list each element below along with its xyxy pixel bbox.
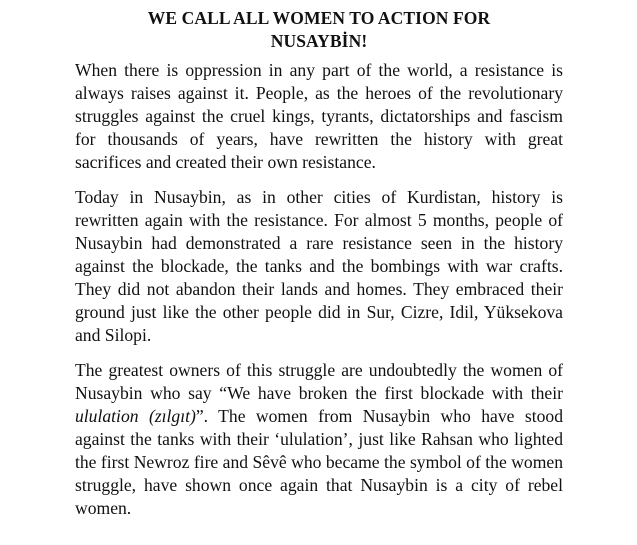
title-line-2: NUSAYBİN!: [270, 31, 368, 51]
paragraph-1: When there is oppression in any part of the world, a resistance is always raises against it. People, as the heroes of the revolutionary struggles against the cruel kings, tyrants, dictatorships and fascism for thousands of years, have rewritten the history with great sacrifices and created their own resistance.: [75, 60, 563, 172]
paragraph-3: [75, 359, 563, 520]
paragraph-2: Today in Nusaybin, as in other cities of Kurdistan, history is rewritten again with the resistance. For almost 5 months, people of Nusaybin had demonstrated a rare resistance seen in the history against the blockade, the tanks and the bombings with war crafts. They did not abandon their lands and homes. They embraced their ground just like the other people did in Sur, Cizre, Idil, Yüksekova and Silopi.: [75, 187, 563, 345]
paragraph-3-text-before: The greatest owners of this struggle are undoubtedly the women of Nusaybin who say “We have broken the first blockade with their: [75, 360, 563, 403]
paragraph-3-emphasis: ululation (zılgıt): [75, 406, 196, 426]
document-page: [75, 7, 563, 520]
document-title: [75, 7, 563, 53]
paragraph-3-text-after: ”. The women from Nusaybin who have stood against the tanks with their ‘ululation’, just like Rahsan who lighted the first Newroz fire and Sêvê who became the symbol of the women struggle, have shown once again that Nusaybin is a city of rebel women.: [75, 406, 563, 518]
title-line-1: WE CALL ALL WOMEN TO ACTION FOR: [147, 8, 491, 28]
